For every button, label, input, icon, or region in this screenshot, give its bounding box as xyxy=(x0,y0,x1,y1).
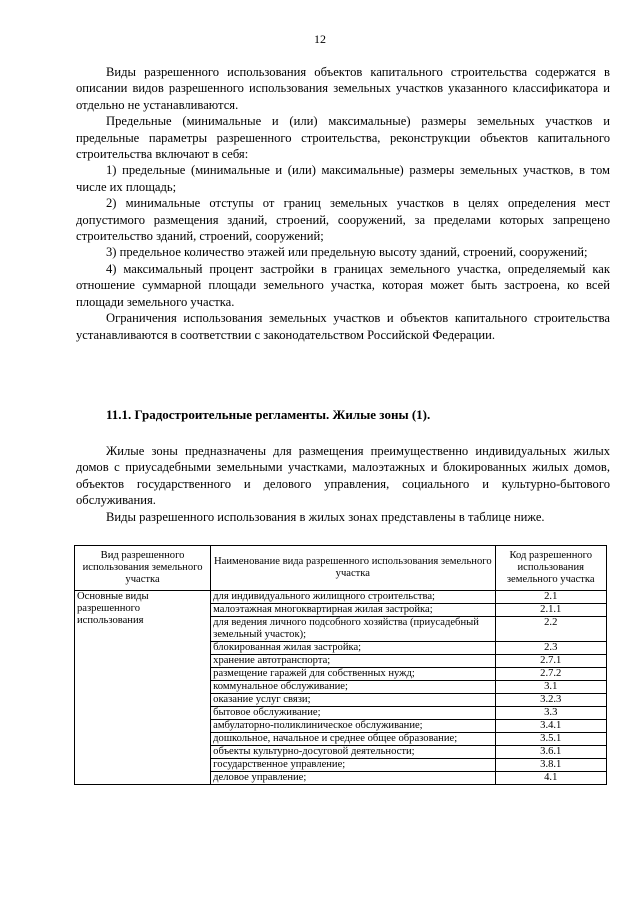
paragraph: 3) предельное количество этажей или предельную высоту зданий, строений, сооружений; xyxy=(106,245,588,260)
table-row xyxy=(75,591,607,604)
use-code-cell: 2.1 xyxy=(495,591,607,604)
paragraph: Виды разрешенного использования объектов капитального строительства содержатся в описании видов разрешенного использования земельных участков указанного классификатора и отдельно не устанавливаются. xyxy=(76,65,610,112)
use-code-cell: 3.1 xyxy=(495,681,607,694)
use-name-cell: малоэтажная многоквартирная жилая застройка; xyxy=(211,604,495,617)
group-label-cell: Основные виды разрешенного использования xyxy=(75,591,211,785)
use-code-cell: 4.1 xyxy=(495,772,607,785)
use-name-cell: размещение гаражей для собственных нужд; xyxy=(211,668,495,681)
zones-text-block xyxy=(76,443,610,525)
paragraph: 4) максимальный процент застройки в границах земельного участка, определяемый как отношение суммарной площади земельного участка, которая может быть застроена, ко всей площади земельного участка. xyxy=(76,261,610,309)
paragraph: Ограничения использования земельных участков и объектов капитального строительства устанавливаются в соответствии с законодательством Российской Федерации. xyxy=(76,311,610,342)
use-name-cell: для индивидуального жилищного строительства; xyxy=(211,591,495,604)
use-code-cell: 2.7.2 xyxy=(495,668,607,681)
paragraph: 2) минимальные отступы от границ земельных участков в целях определения мест допустимого размещения зданий, строений, сооружений, за пределами которых запрещено строительство зданий, строений, сооружений; xyxy=(76,196,610,244)
header-code: Код разрешенного использования земельного участка xyxy=(495,546,607,591)
use-code-cell: 3.8.1 xyxy=(495,759,607,772)
use-code-cell: 3.4.1 xyxy=(495,720,607,733)
intro-text-block xyxy=(76,64,610,343)
use-name-cell: коммунальное обслуживание; xyxy=(211,681,495,694)
use-code-cell: 3.5.1 xyxy=(495,733,607,746)
header-name: Наименование вида разрешенного использования земельного участка xyxy=(211,546,495,591)
use-name-cell: бытовое обслуживание; xyxy=(211,707,495,720)
use-name-cell: амбулаторно-поликлиническое обслуживание; xyxy=(211,720,495,733)
use-code-cell: 2.7.1 xyxy=(495,655,607,668)
use-name-cell: оказание услуг связи; xyxy=(211,694,495,707)
paragraph: Жилые зоны предназначены для размещения преимущественно индивидуальных жилых домов с приусадебными земельными участками, малоэтажных и блокированных жилых домов, объектов государственного и делового управления, социального и культурно-бытового обслуживания. xyxy=(76,444,610,508)
table-header-row xyxy=(75,546,607,591)
paragraph: Виды разрешенного использования в жилых зонах представлены в таблице ниже. xyxy=(106,509,545,524)
use-name-cell: объекты культурно-досуговой деятельности; xyxy=(211,746,495,759)
use-code-cell: 2.1.1 xyxy=(495,604,607,617)
use-name-cell: хранение автотранспорта; xyxy=(211,655,495,668)
page-number: 12 xyxy=(314,32,326,46)
table-body xyxy=(75,591,607,785)
use-code-cell: 3.2.3 xyxy=(495,694,607,707)
paragraph: Предельные (минимальные и (или) максимальные) размеры земельных участков и предельные параметры разрешенного строительства, реконструкции объектов капитального строительства включают в себя: xyxy=(76,114,610,162)
use-code-cell: 3.6.1 xyxy=(495,746,607,759)
use-code-cell: 3.3 xyxy=(495,707,607,720)
use-code-cell: 2.3 xyxy=(495,642,607,655)
land-use-table xyxy=(74,545,607,785)
use-code-cell: 2.2 xyxy=(495,617,607,642)
use-name-cell: дошкольное, начальное и среднее общее образование; xyxy=(211,733,495,746)
use-name-cell: для ведения личного подсобного хозяйства (приусадебный земельный участок); xyxy=(211,617,495,642)
use-name-cell: деловое управление; xyxy=(211,772,495,785)
use-name-cell: блокированная жилая застройка; xyxy=(211,642,495,655)
section-heading: 11.1. Градостроительные регламенты. Жилые зоны (1). xyxy=(106,407,431,422)
header-kind: Вид разрешенного использования земельного участка xyxy=(75,546,211,591)
use-name-cell: государственное управление; xyxy=(211,759,495,772)
paragraph: 1) предельные (минимальные и (или) максимальные) размеры земельных участков, в том числе их площадь; xyxy=(76,163,610,194)
